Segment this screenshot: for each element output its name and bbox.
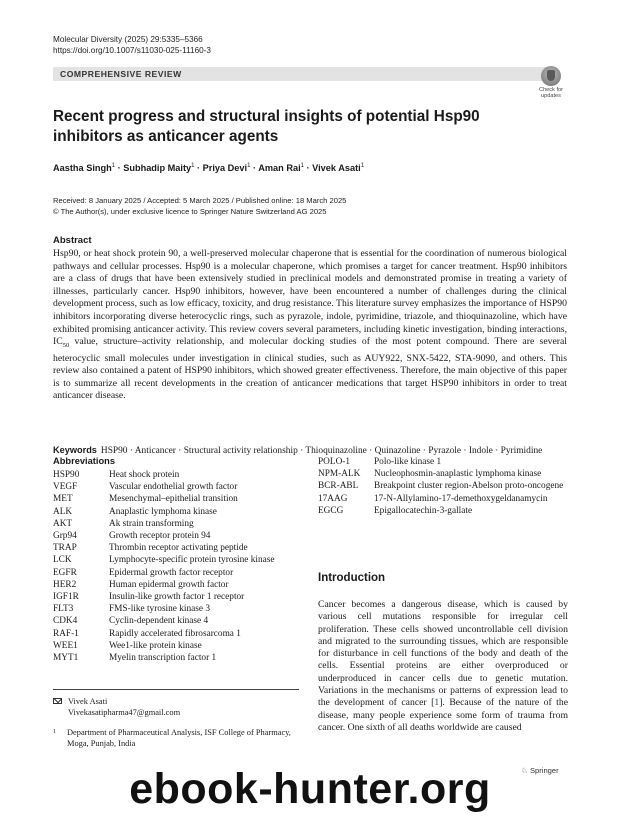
abbreviation-row	[318, 493, 568, 505]
check-for-updates-badge[interactable]	[535, 66, 567, 100]
abbreviation-row	[53, 469, 303, 481]
author-affiliation: 1	[247, 163, 251, 169]
intro-text-part1: Cancer becomes a dangerous disease, which is caused by various cell mutations responsible for irregular cell proliferation. These cells showed uncontrollable cell division and migrated to the surrounding tissues, which are responsible for disturbance in cell functions of the body and death of the cells. Essential proteins are either overproduced or underproduced in cancer cells due to genetic mutation. Variations in the mechanisms or patterns of expression lead to the development of cancer [	[318, 599, 568, 709]
abbreviation-term: EGCG	[318, 505, 344, 516]
abbreviation-row	[318, 505, 568, 517]
abbreviation-definition: Breakpoint cluster region-Abelson proto-oncogene	[374, 481, 564, 492]
abbreviation-term: WEE1	[53, 640, 78, 651]
abbreviation-term: MET	[53, 494, 73, 505]
abbreviation-definition: Thrombin receptor activating peptide	[109, 543, 248, 554]
affiliation	[53, 727, 293, 749]
corresponding-email[interactable]: Vivekasatipharma47@gmail.com	[68, 708, 181, 717]
abbreviation-row	[53, 481, 303, 493]
abbreviation-definition: FMS-like tyrosine kinase 3	[109, 604, 210, 615]
abbreviation-term: BCR-ABL	[318, 481, 359, 492]
article-title: Recent progress and structural insights of potential Hsp90 inhibitors as anticancer agents	[53, 108, 480, 145]
abbreviation-definition: Anaplastic lymphoma kinase	[109, 506, 217, 517]
abbreviation-row	[53, 518, 303, 530]
abstract-text-part2: value, structure–activity relationship, and molecular docking studies of the most potent compound. There are several heterocyclic small molecules under investigation in clinical studies, such as AUY922, SNX-5422, STA-9090, and others. This review also contained a patent of HSP90 inhibitors, which showed greater effectiveness. Therefore, the main objective of this paper is to summarize all recent developments in the creation of anticancer medications that target HSP90 inhibitors in order to treat anticancer disease.	[53, 336, 567, 402]
abstract-heading: Abstract	[53, 235, 92, 246]
correspondence	[53, 696, 180, 718]
check-updates-label: Check for updates	[539, 87, 563, 99]
abbreviation-definition: Ak strain transforming	[109, 518, 194, 529]
abbreviation-term: VEGF	[53, 482, 78, 493]
abbreviation-definition: Cyclin-dependent kinase 4	[109, 616, 209, 627]
keywords-label: Keywords	[53, 445, 97, 455]
abbreviation-definition: Heat shock protein	[109, 470, 180, 480]
abbreviation-definition: Insulin-like growth factor 1 receptor	[109, 592, 245, 603]
affiliation-text: Department of Pharmaceutical Analysis, ISF College of Pharmacy, Moga, Punjab, India	[67, 728, 291, 748]
author-affiliation: 1	[300, 163, 304, 169]
envelope-icon	[53, 698, 62, 704]
author-name[interactable]: Vivek Asati	[312, 163, 361, 173]
crossmark-icon	[541, 66, 561, 86]
abbreviation-row	[53, 542, 303, 554]
abbreviation-row	[53, 506, 303, 518]
author-affiliation: 1	[111, 163, 116, 169]
abbreviation-row	[53, 530, 303, 542]
introduction-heading: Introduction	[318, 572, 386, 584]
abbreviation-term: POLO-1	[318, 457, 351, 467]
abbreviation-definition: Vascular endothelial growth factor	[109, 482, 238, 493]
keywords-list: HSP90 · Anticancer · Structural activity relationship · Thioquinazoline · Quinazoline · Pyrazole · Indole · Pyrimidine	[100, 446, 543, 456]
copyright-line: © The Author(s), under exclusive licence to Springer Nature Switzerland AG 2025	[53, 207, 327, 216]
abbreviation-row	[53, 652, 303, 664]
abbreviation-definition: Polo-like kinase 1	[374, 457, 442, 467]
corresponding-author: Vivek Asati	[68, 697, 108, 706]
author-list: Aastha Singh$^1$ · Subhadip Maity$^1$ · Priya Devi$^1$ · Aman Rai$^1$ · Vivek Asati$^1$	[53, 163, 365, 173]
abbreviation-row	[53, 591, 303, 603]
abbreviation-definition: Rapidly accelerated fibrosarcoma 1	[109, 628, 241, 639]
abbreviation-definition: Wee1-like protein kinase	[109, 640, 202, 651]
abbreviation-definition: 17-N-Allylamino-17-demethoxygeldanamycin	[374, 493, 548, 504]
abbreviation-term: TRAP	[53, 543, 77, 554]
springer-wordmark: Springer	[529, 766, 559, 775]
springer-horse-icon: ♘	[521, 766, 528, 775]
publication-dates	[53, 195, 346, 217]
history-dates: Received: 8 January 2025 / Accepted: 5 March 2025 / Published online: 18 March 2025	[53, 196, 347, 205]
author-name[interactable]: Aman Rai	[258, 163, 301, 173]
abbreviation-definition: Nucleophosmin-anaplastic lymphoma kinase	[374, 469, 542, 480]
abstract-text-part1: Hsp90, or heat shock protein 90, a well-preserved molecular chaperone that is essential for the coordination of numerous biological pathways and cellular processes. Hsp90 is a molecular chaperone, which promises a target for cancer treatment. Hsp90 inhibitors are a class of drugs that have been extensively studied in preclinical models and demonstrated promise in treating a variety of illnesses, particularly cancer. Hsp90 inhibitors, however, have been encountered a number of challenges during the clinical development process, such as low efficacy, toxicity, and drug resistance. This literature survey emphasizes the importance of HSP90 inhibitors incorporating diverse heterocyclic rings, such as pyrazole, indole, pyrimidine, triazole, and thioquinazoline, which have exhibited promising anticancer activity. This review covers several parameters, including kinetic investigation, binding interactions, IC	[53, 248, 567, 348]
abbreviation-row	[53, 615, 303, 627]
abstract-subscript: 50	[62, 342, 70, 350]
abbreviations-heading: Abbreviations	[53, 456, 115, 466]
abbreviation-term: LCK	[53, 555, 72, 566]
reference-link[interactable]: 1	[434, 697, 440, 709]
abbreviation-definition: Growth receptor protein 94	[109, 531, 211, 542]
abbreviation-term: NPM-ALK	[318, 469, 361, 480]
author-name[interactable]: Priya Devi	[202, 163, 248, 173]
abbreviation-definition: Myelin transcription factor 1	[109, 653, 217, 664]
abbreviation-definition: Epigallocatechin-3-gallate	[374, 505, 473, 516]
article-type-banner	[53, 67, 548, 81]
introduction-body	[318, 599, 568, 734]
abbreviation-term: IGF1R	[53, 592, 79, 603]
abbreviation-term: RAF-1	[53, 628, 79, 639]
abbreviation-term: Grp94	[53, 531, 77, 542]
author-name[interactable]: Aastha Singh	[53, 163, 112, 173]
abbreviation-term: ALK	[53, 506, 73, 517]
abbreviation-term: CDK4	[53, 616, 78, 627]
abbreviation-term: FLT3	[53, 604, 74, 615]
footnote-divider	[53, 689, 299, 690]
abbreviation-definition: Epidermal growth factor receptor	[109, 567, 234, 578]
abbreviation-row	[53, 603, 303, 615]
abbreviation-term: HSP90	[53, 470, 80, 480]
author-name[interactable]: Subhadip Maity	[123, 163, 192, 173]
watermark: ebook-hunter.org	[129, 765, 491, 813]
abbreviation-term: 17AAG	[318, 493, 348, 504]
abbreviation-definition: Human epidermal growth factor	[109, 579, 229, 590]
abbreviation-row	[318, 456, 568, 468]
abbreviation-row	[53, 554, 303, 566]
abbreviation-row	[53, 567, 303, 579]
article-type-label: COMPREHENSIVE REVIEW	[60, 69, 182, 79]
abbreviations-list-left	[53, 469, 303, 664]
abbreviation-term: EGFR	[53, 567, 77, 578]
abbreviation-term: MYT1	[53, 653, 79, 664]
abbreviation-row	[53, 640, 303, 652]
abbreviation-row	[318, 480, 568, 492]
abbreviation-row	[53, 628, 303, 640]
abbreviation-definition: Lymphocyte-specific protein tyrosine kinase	[109, 555, 275, 566]
affiliation-number: 1	[53, 729, 56, 735]
journal-citation: Molecular Diversity (2025) 29:5335–5366	[53, 35, 203, 44]
abbreviation-row	[53, 579, 303, 591]
abbreviations-list-right	[318, 456, 568, 517]
abbreviation-term: HER2	[53, 579, 77, 590]
abbreviation-definition: Mesenchymal–epithelial transition	[109, 494, 238, 505]
abbreviation-row	[318, 468, 568, 480]
author-affiliation: 1	[191, 163, 195, 169]
intro-text-part2: ]. Because of the nature of the disease, many people experience some form of trauma from cancer. One sixth of all deaths worldwide are caused	[318, 697, 569, 733]
abstract-body	[53, 248, 567, 403]
abbreviation-term: AKT	[53, 518, 73, 529]
doi-link[interactable]: https://doi.org/10.1007/s11030-025-11160-3	[53, 46, 211, 55]
abbreviation-row	[53, 493, 303, 505]
author-affiliation: 1	[360, 163, 365, 169]
